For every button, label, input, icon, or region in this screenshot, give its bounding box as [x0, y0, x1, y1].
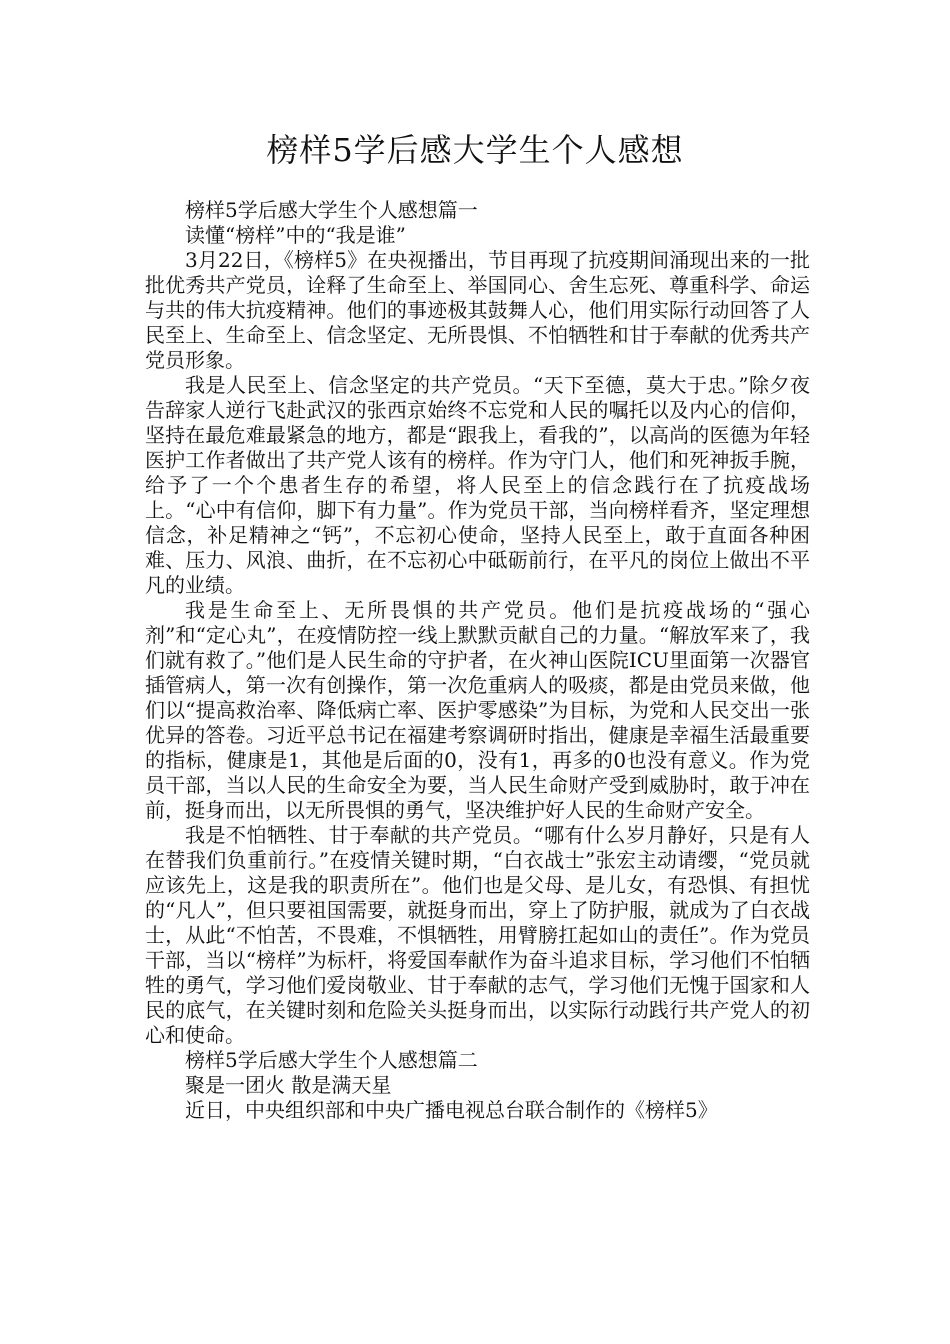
section-subheading: 读懂“榜样”中的“我是谁”	[185, 223, 406, 247]
body-paragraph: 我是生命至上、无所畏惧的共产党员。他们是抗疫战场的“强心剂”和“定心丸”，在疫情防控一线上默默贡献自己的力量。“解放军来了，我们就有救了。”他们是人民生命的守护者，在火神山医院ICU里面第一次器官插管病人，第一次有创操作，第一次危重病人的吸痰，都是由党员来做，他们以“提高救治率、降低病亡率、医护零感染”为目标，为党和人民交出一张优异的答卷。习近平总书记在福建考察调研时指出，健康是幸福生活最重要的指标，健康是1，其他是后面的0，没有1，再多的0也没有意义。作为党员干部，当以人民的生命安全为要，当人民生命财产受到威胁时，敢于冲在前，挺身而出，以无所畏惧的勇气，坚决维护好人民的生命财产安全。	[145, 598, 810, 822]
document-body	[145, 198, 810, 1123]
body-paragraph: 近日，中央组织部和中央广播电视总台联合制作的《榜样5》	[185, 1098, 718, 1122]
section-subheading: 聚是一团火 散是满天星	[185, 1073, 392, 1097]
document-title: 榜样5学后感大学生个人感想	[266, 131, 684, 169]
body-paragraph: 我是人民至上、信念坚定的共产党员。“天下至德，莫大于忠。”除夕夜告辞家人逆行飞赴武汉的张西京始终不忘党和人民的嘱托以及内心的信仰，坚持在最危难最紧急的地方，都是“跟我上，看我的”，以高尚的医德为年轻医护工作者做出了共产党人该有的榜样。作为守门人，他们和死神扳手腕，给予了一个个患者生存的希望，将人民至上的信念践行在了抗疫战场上。“心中有信仰，脚下有力量”。作为党员干部，当向榜样看齐，坚定理想信念，补足精神之“钙”，不忘初心使命，坚持人民至上，敢于直面各种困难、压力、风浪、曲折，在不忘初心中砥砺前行，在平凡的岗位上做出不平凡的业绩。	[145, 373, 810, 597]
body-paragraph: 3月22日，《榜样5》在央视播出，节目再现了抗疫期间涌现出来的一批批优秀共产党员，诠释了生命至上、举国同心、舍生忘死、尊重科学、命运与共的伟大抗疫精神。他们的事迹极其鼓舞人心，他们用实际行动回答了人民至上、生命至上、信念坚定、无所畏惧、不怕牺牲和甘于奉献的优秀共产党员形象。	[145, 248, 810, 372]
section-heading: 榜样5学后感大学生个人感想篇一	[185, 198, 478, 222]
body-paragraph: 我是不怕牺牲、甘于奉献的共产党员。“哪有什么岁月静好，只是有人在替我们负重前行。”在疫情关键时期，“白衣战士”张宏主动请缨，“党员就应该先上，这是我的职责所在”。他们也是父母、是儿女，有恐惧、有担忧的“凡人”，但只要祖国需要，就挺身而出，穿上了防护服，就成为了白衣战士，从此“不怕苦，不畏难，不惧牺牲，用臂膀扛起如山的责任”。作为党员干部，当以“榜样”为标杆，将爱国奉献作为奋斗追求目标，学习他们不怕牺牲的勇气，学习他们爱岗敬业、甘于奉献的志气，学习他们无愧于国家和人民的底气，在关键时刻和危险关头挺身而出，以实际行动践行共产党人的初心和使命。	[145, 823, 810, 1047]
section-heading: 榜样5学后感大学生个人感想篇二	[185, 1048, 478, 1072]
